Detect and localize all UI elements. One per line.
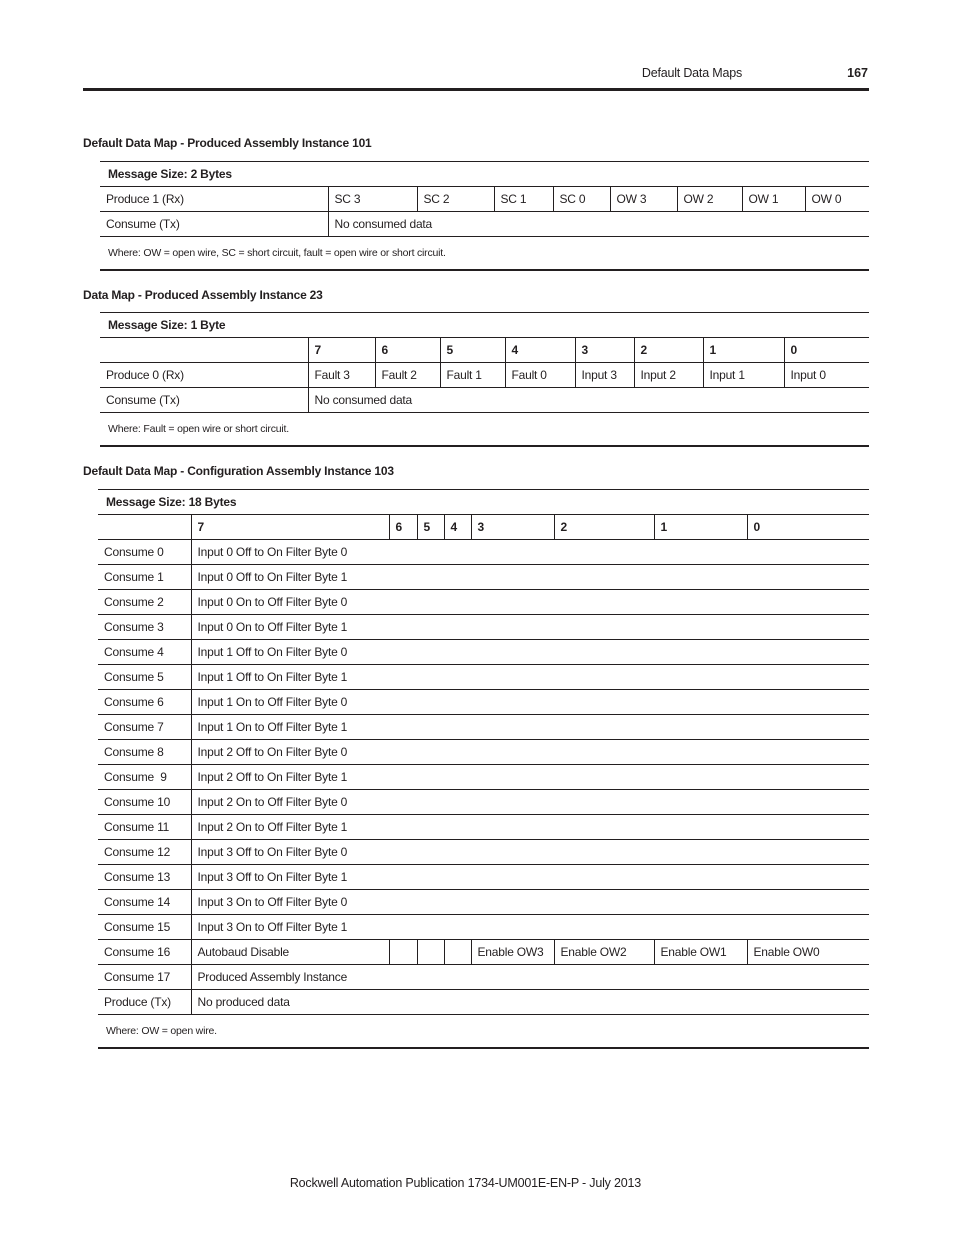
bit-header: 1 <box>703 338 784 363</box>
row-label: Consume 12 <box>98 840 191 865</box>
table-cell: SC 0 <box>553 187 610 212</box>
row-label: Produce (Tx) <box>98 990 191 1015</box>
message-size: Message Size: 18 Bytes <box>98 490 869 515</box>
table-cell: Produced Assembly Instance <box>191 965 869 990</box>
table-note: Where: Fault = open wire or short circuit. <box>100 413 869 447</box>
row-label: Produce 1 (Rx) <box>100 187 328 212</box>
bit-header: 5 <box>417 515 444 540</box>
row-label: Produce 0 (Rx) <box>100 363 308 388</box>
bit-header: 4 <box>505 338 575 363</box>
table-cell: Input 1 On to Off Filter Byte 0 <box>191 690 869 715</box>
table-cell: Input 0 On to Off Filter Byte 1 <box>191 615 869 640</box>
message-size: Message Size: 1 Byte <box>100 313 869 338</box>
bit-header: 6 <box>375 338 440 363</box>
row-label: Consume 3 <box>98 615 191 640</box>
row-label: Consume 6 <box>98 690 191 715</box>
bit-header: 5 <box>440 338 505 363</box>
bit-header: 6 <box>389 515 417 540</box>
table-cell: OW 1 <box>742 187 805 212</box>
running-header: Default Data Maps <box>641 66 742 80</box>
table-cell: Input 3 Off to On Filter Byte 0 <box>191 840 869 865</box>
row-label: Consume 15 <box>98 915 191 940</box>
bit-header: 7 <box>308 338 375 363</box>
table-cell: Fault 3 <box>308 363 375 388</box>
table-cell <box>389 940 417 965</box>
row-label: Consume 1 <box>98 565 191 590</box>
table-cell: Input 3 On to Off Filter Byte 1 <box>191 915 869 940</box>
row-label: Consume 9 <box>98 765 191 790</box>
row-label: Consume 8 <box>98 740 191 765</box>
table-cell: Enable OW3 <box>471 940 554 965</box>
table-cell: Input 0 On to Off Filter Byte 0 <box>191 590 869 615</box>
table-101 <box>100 161 869 271</box>
row-label: Consume 11 <box>98 815 191 840</box>
table-row <box>98 665 869 690</box>
table-row <box>98 965 869 990</box>
bit-header: 3 <box>471 515 554 540</box>
row-label: Consume 4 <box>98 640 191 665</box>
table-row <box>98 565 869 590</box>
table-cell: Enable OW2 <box>554 940 654 965</box>
row-label: Consume 16 <box>98 940 191 965</box>
table-cell: SC 3 <box>328 187 417 212</box>
table-row <box>98 890 869 915</box>
table-cell: Enable OW1 <box>654 940 747 965</box>
table-101-title: Default Data Map - Produced Assembly Instance 101 <box>83 136 372 150</box>
table-cell: No consumed data <box>308 388 869 413</box>
table-103-title: Default Data Map - Configuration Assembly Instance 103 <box>83 464 394 478</box>
bit-header: 7 <box>191 515 389 540</box>
table-row <box>98 840 869 865</box>
row-label: Consume 14 <box>98 890 191 915</box>
row-label: Consume 10 <box>98 790 191 815</box>
table-cell: No consumed data <box>328 212 869 237</box>
table-note-row <box>98 1015 869 1049</box>
bit-header: 4 <box>444 515 471 540</box>
table-cell: Fault 1 <box>440 363 505 388</box>
table-row <box>100 212 869 237</box>
table-103 <box>98 489 869 1049</box>
table-row <box>98 990 869 1015</box>
table-note: Where: OW = open wire, SC = short circuit, fault = open wire or short circuit. <box>100 237 869 271</box>
table-cell: Input 2 Off to On Filter Byte 0 <box>191 740 869 765</box>
row-label: Consume (Tx) <box>100 388 308 413</box>
table-cell <box>98 515 191 540</box>
row-label: Consume (Tx) <box>100 212 328 237</box>
table-cell: Enable OW0 <box>747 940 869 965</box>
bit-header: 3 <box>575 338 634 363</box>
row-label: Consume 0 <box>98 540 191 565</box>
row-label: Consume 13 <box>98 865 191 890</box>
table-row <box>98 940 869 965</box>
table-row <box>98 815 869 840</box>
row-label: Consume 17 <box>98 965 191 990</box>
row-label: Consume 2 <box>98 590 191 615</box>
table-cell: Input 3 On to Off Filter Byte 0 <box>191 890 869 915</box>
row-label: Consume 7 <box>98 715 191 740</box>
bit-header-row <box>98 515 869 540</box>
table-23-message-size-row <box>100 313 869 338</box>
table-row <box>100 363 869 388</box>
table-note-row <box>100 413 869 447</box>
table-cell: Input 1 On to Off Filter Byte 1 <box>191 715 869 740</box>
table-row <box>98 615 869 640</box>
table-row <box>98 865 869 890</box>
table-cell <box>444 940 471 965</box>
table-cell: Fault 2 <box>375 363 440 388</box>
table-row <box>98 590 869 615</box>
table-row <box>98 915 869 940</box>
table-cell <box>100 338 308 363</box>
row-label: Consume 5 <box>98 665 191 690</box>
table-cell: Fault 0 <box>505 363 575 388</box>
table-cell: Input 2 Off to On Filter Byte 1 <box>191 765 869 790</box>
table-cell: OW 3 <box>610 187 677 212</box>
table-cell: Input 1 <box>703 363 784 388</box>
table-cell: Autobaud Disable <box>191 940 389 965</box>
table-cell: Input 0 <box>784 363 869 388</box>
header-rule <box>83 88 869 91</box>
table-note-row <box>100 237 869 271</box>
table-cell: Input 2 On to Off Filter Byte 0 <box>191 790 869 815</box>
table-row <box>100 388 869 413</box>
table-101-message-size-row <box>100 162 869 187</box>
table-row <box>98 690 869 715</box>
table-cell: SC 1 <box>494 187 553 212</box>
table-cell: No produced data <box>191 990 869 1015</box>
table-23-title: Data Map - Produced Assembly Instance 23 <box>83 288 323 302</box>
table-cell: Input 0 Off to On Filter Byte 1 <box>191 565 869 590</box>
table-row <box>98 790 869 815</box>
table-row <box>98 715 869 740</box>
bit-header: 0 <box>784 338 869 363</box>
table-cell: Input 2 <box>634 363 703 388</box>
table-row <box>98 740 869 765</box>
table-row <box>100 187 869 212</box>
table-row <box>98 540 869 565</box>
publication-footer: Rockwell Automation Publication 1734-UM001E-EN-P - July 2013 <box>289 1176 641 1190</box>
table-cell: Input 2 On to Off Filter Byte 1 <box>191 815 869 840</box>
bit-header: 2 <box>634 338 703 363</box>
table-cell: OW 2 <box>677 187 742 212</box>
bit-header: 0 <box>747 515 869 540</box>
table-cell: Input 3 <box>575 363 634 388</box>
table-cell: OW 0 <box>805 187 869 212</box>
table-cell <box>417 940 444 965</box>
bit-header: 2 <box>554 515 654 540</box>
table-cell: Input 0 Off to On Filter Byte 0 <box>191 540 869 565</box>
table-103-message-size-row <box>98 490 869 515</box>
message-size: Message Size: 2 Bytes <box>100 162 869 187</box>
table-cell: Input 1 Off to On Filter Byte 1 <box>191 665 869 690</box>
table-row <box>98 640 869 665</box>
table-row <box>98 765 869 790</box>
table-note: Where: OW = open wire. <box>98 1015 869 1049</box>
bit-header: 1 <box>654 515 747 540</box>
table-cell: SC 2 <box>417 187 494 212</box>
table-cell: Input 1 Off to On Filter Byte 0 <box>191 640 869 665</box>
table-23 <box>100 312 869 447</box>
page-number: 167 <box>847 66 868 80</box>
bit-header-row <box>100 338 869 363</box>
table-cell: Input 3 Off to On Filter Byte 1 <box>191 865 869 890</box>
